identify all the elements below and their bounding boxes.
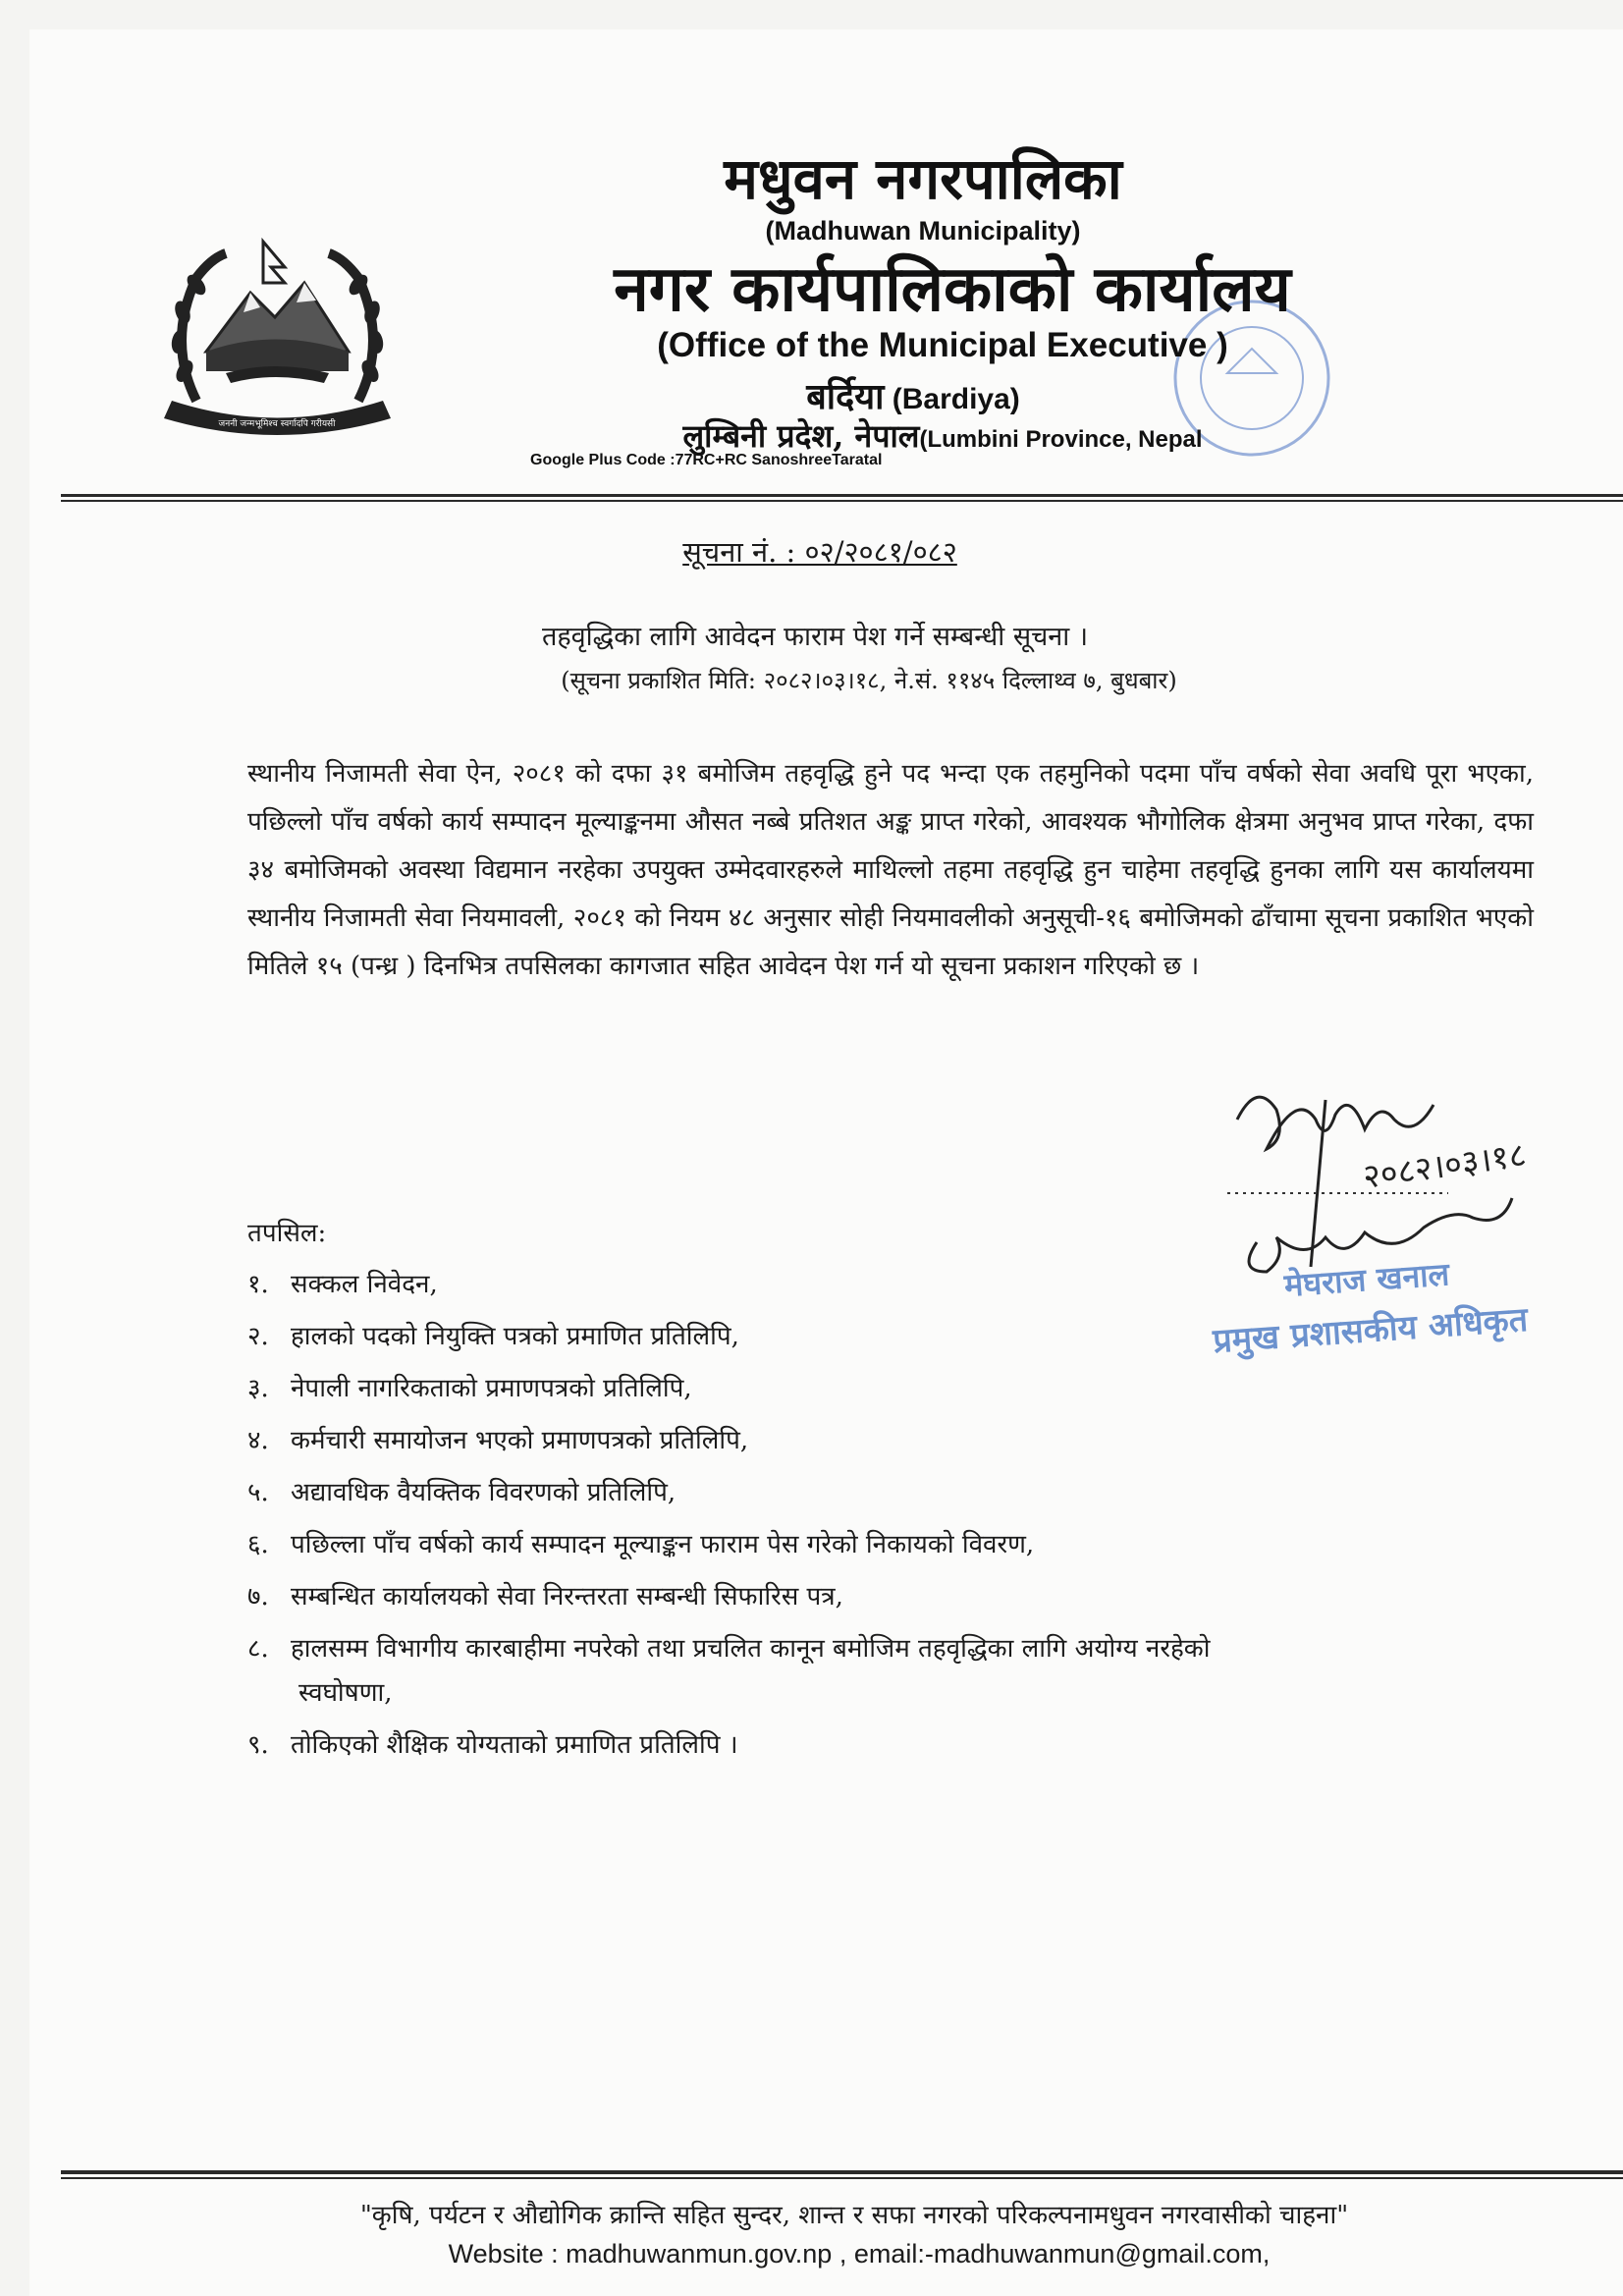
list-item-number: २. (247, 1322, 269, 1351)
list-item (247, 1720, 1524, 1772)
list-item-number: ७. (247, 1582, 269, 1612)
list-item-text: नेपाली नागरिकताको प्रमाणपत्रको प्रतिलिपि, (291, 1374, 692, 1403)
notice-body: स्थानीय निजामती सेवा ऐन, २०८१ को दफा ३१ बमोजिम तहवृद्धि हुने पद भन्दा एक तहमुनिको पदमा पाँच वर्षको सेवा अवधि पूरा भएका, पछिल्लो पाँच वर्षको कार्य सम्पादन मूल्याङ्कनमा औसत नब्बे प्रतिशत अङ्क प्राप्त गरेको, आवश्यक भौगोलिक क्षेत्रमा अनुभव प्राप्त गरेका, दफा ३४ बमोजिमको अवस्था विद्यमान नरहेका उपयुक्त उम्मेदवारहरुले माथिल्लो तहमा तहवृद्धि हुन चाहेमा तहवृद्धि हुनका लागि यस कार्यालयमा स्थानीय निजामती सेवा नियमावली, २०८१ को नियम ४८ अनुसार सोही नियमावलीको अनुसूची-१६ बमोजिमको ढाँचामा सूचना प्रकाशित भएको मितिले १५ (पन्ध्र ) दिनभित्र तपसिलका कागजात सहित आवेदन पेश गर्न यो सूचना प्रकाशन गरिएको छ । (247, 759, 1534, 981)
list-item-text: कर्मचारी समायोजन भएको प्रमाणपत्रको प्रतिलिपि, (291, 1426, 749, 1455)
district-en: (Bardiya) (892, 383, 1020, 415)
footer-contact: Website : madhuwanmun.gov.np , email:-madhuwanmun@gmail.com, (448, 2239, 1271, 2269)
list-item-text: सक्कल निवेदन, (291, 1270, 438, 1299)
list-item (247, 1467, 1524, 1519)
list-item-number: ५. (247, 1478, 269, 1507)
list-item (247, 1519, 1524, 1571)
attachments-heading: तपसिल: (247, 1219, 327, 1248)
list-item-number: ८. (247, 1634, 269, 1664)
emblem-motto: जननी जन्मभूमिश्च स्वर्गादपि गरीयसी (218, 419, 336, 429)
plus-code: Google Plus Code :77RC+RC SanoshreeTaratal (530, 452, 883, 468)
list-item (247, 1259, 1524, 1311)
municipality-name-np: मधुवन नगरपालिका (724, 145, 1122, 212)
publication-date: (सूचना प्रकाशित मिति: २०८२।०३।१८, ने.सं. ११४५ दिल्लाथ्व ७, बुधबार) (561, 667, 1177, 694)
list-item-text: अद्यावधिक वैयक्तिक विवरणको प्रतिलिपि, (291, 1478, 676, 1507)
list-item (247, 1311, 1524, 1363)
notice-number: सूचना नं. : ०२/२०८१/०८२ (682, 535, 957, 569)
district (707, 371, 1119, 419)
footer-slogan: "कृषि, पर्यटन र औद्योगिक क्रान्ति सहित सुन्दर, शान्त र सफा नगरको परिकल्पनामधुवन नगरवासीको चाहना" (359, 2201, 1349, 2230)
list-item-continuation: स्वघोषणा, (298, 1678, 393, 1708)
district-np: बर्दिया (806, 376, 885, 417)
municipality-name-en: (Madhuwan Municipality) (765, 216, 1081, 246)
nepal-emblem-icon (157, 234, 398, 440)
province-en: (Lumbini Province, Nepal (919, 426, 1203, 453)
list-item-number: ६. (247, 1530, 269, 1559)
attachments-list (247, 1259, 1524, 1772)
list-item (247, 1623, 1524, 1720)
office-name-np: नगर कार्यपालिकाको कार्यालय (614, 252, 1291, 326)
notice-subject: तहवृद्धिका लागि आवेदन फाराम पेश गर्ने सम्बन्धी सूचना । (541, 622, 1089, 652)
list-item (247, 1363, 1524, 1415)
province (560, 414, 1325, 457)
list-item-number: ३. (247, 1374, 269, 1403)
list-item-number: ४. (247, 1426, 269, 1455)
list-item (247, 1415, 1524, 1467)
list-item-number: ९. (247, 1730, 269, 1760)
list-item-text: हालको पदको नियुक्ति पत्रको प्रमाणित प्रतिलिपि, (291, 1322, 739, 1351)
officer-name: मेघराज खनाल (1282, 1255, 1451, 1304)
officer-designation: प्रमुख प्रशासकीय अधिकृत (1212, 1299, 1530, 1362)
province-np: लुम्बिनी प्रदेश, नेपाल (682, 417, 920, 455)
list-item (247, 1571, 1524, 1623)
office-name-en: (Office of the Municipal Executive ) (657, 326, 1228, 364)
header-divider (61, 494, 1623, 502)
list-item-text: सम्बन्धित कार्यालयको सेवा निरन्तरता सम्बन्धी सिफारिस पत्र, (291, 1582, 843, 1612)
list-item-text: पछिल्ला पाँच वर्षको कार्य सम्पादन मूल्याङ्कन फाराम पेस गरेको निकायको विवरण, (291, 1530, 1035, 1559)
list-item-text: तोकिएको शैक्षिक योग्यताको प्रमाणित प्रतिलिपि । (291, 1730, 738, 1760)
list-item-text: हालसम्म विभागीय कारबाहीमा नपरेको तथा प्रचलित कानून बमोजिम तहवृद्धिका लागि अयोग्य नरहेको (291, 1634, 1211, 1664)
list-item-number: १. (247, 1270, 269, 1299)
signature-date: २०८२।०३।१८ (1360, 1135, 1529, 1197)
footer-divider (61, 2170, 1623, 2179)
